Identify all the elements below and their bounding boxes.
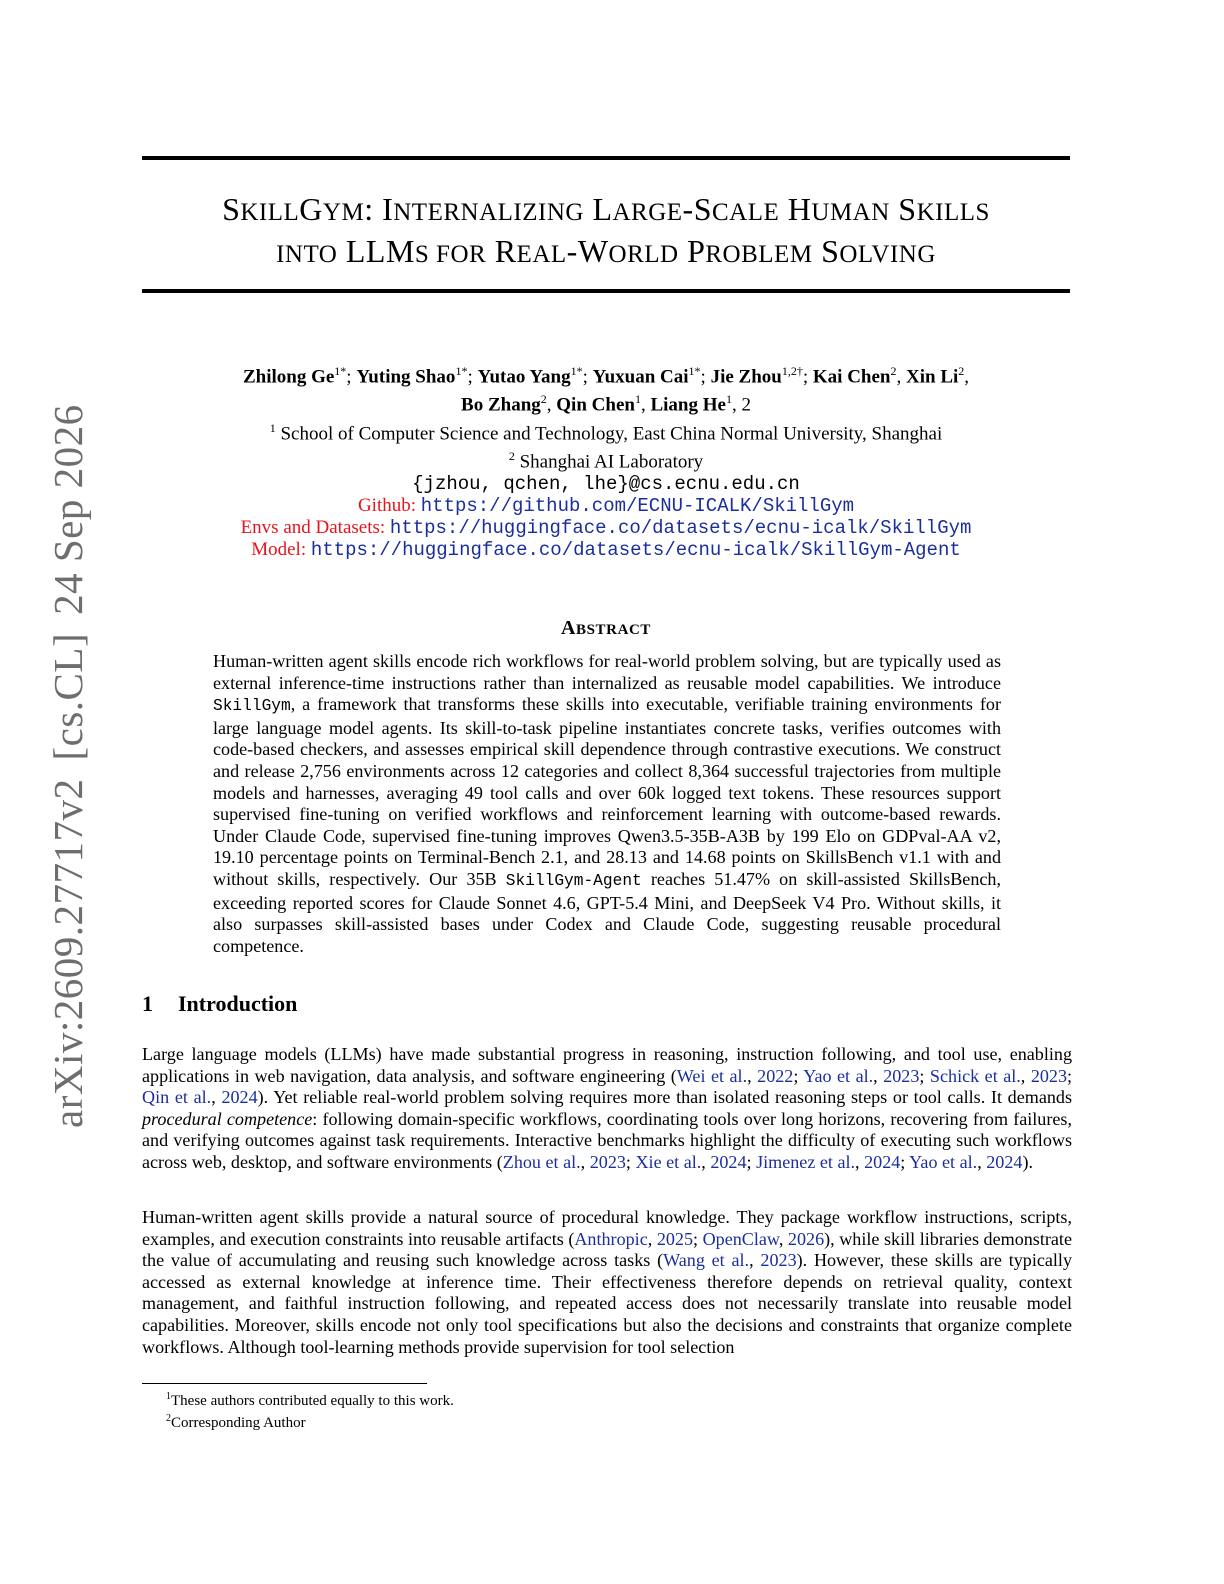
title-fragment: R (486, 233, 517, 269)
title-line-1 (142, 190, 1070, 232)
author-affiliation-mark: 1 (725, 392, 732, 407)
citation-link[interactable]: Qin et al. (142, 1087, 212, 1108)
author-affiliation-mark: 1* (688, 364, 701, 378)
text-run: ; (1067, 1065, 1073, 1086)
title-fragment: H (779, 191, 812, 227)
author-name: Zhilong Ge (242, 366, 335, 388)
text-run: , (747, 1065, 758, 1086)
title-fragment: OLVING (839, 241, 936, 268)
title-fragment: UMAN (811, 199, 890, 226)
citation-link[interactable]: 2024 (986, 1151, 1023, 1172)
title-fragment: ARGE (612, 199, 683, 226)
citation-link[interactable]: 2023 (589, 1151, 626, 1172)
abstract-text (213, 651, 1001, 957)
arxiv-identifier-stamp (38, 404, 98, 1128)
text-run: , (647, 1228, 657, 1249)
title-fragment: KILL (240, 199, 300, 226)
text-run: Large language models (LLMs) have made substantial progress in reasoning, instruction following, and tool use, enabling applications in web navigation, data analysis, and software engineering ( (142, 1044, 1072, 1086)
text-run: , (778, 1228, 788, 1249)
text-run: , (855, 1151, 865, 1172)
author-list-line-2 (142, 388, 1070, 416)
citation-link[interactable]: Xie et al. (635, 1151, 702, 1172)
email-address: {jzhou, qchen, lhe}@cs.ecnu.edu.cn (412, 473, 800, 496)
intro-paragraph-1 (142, 1044, 1072, 1174)
author-name: Kai Chen (812, 366, 891, 388)
abstract-heading: ABSTRACT (560, 617, 652, 639)
title-fragment: LLM (337, 233, 415, 269)
paper-title (142, 190, 1070, 274)
author-separator: , (964, 366, 970, 388)
title-fragment: S (889, 191, 917, 227)
text-run: ; (900, 1151, 910, 1172)
github-link-line (142, 495, 1070, 517)
citation-link[interactable]: 2023 (883, 1065, 920, 1086)
author-name: Jie Zhou (710, 366, 782, 388)
citation-link[interactable]: Yao et al. (909, 1151, 978, 1172)
text-run: : following domain-specific workflows, coordinating tools over long horizons, recovering from failures, and verifying outcomes against task requirements. Interactive benchmarks highlight the difficulty of executing such workflows across web, desktop, and software environments ( (142, 1108, 1072, 1172)
text-run: ). However, these skills are typically accessed as external knowledge at inference time. Their effectiveness therefore depends on retrieval quality, context management, and faithful instruction following, and repeated access does not necessarily translate into reusable model capabilities. Moreover, skills encode not only tool specifications but also the decisions and constraints that organize complete workflows. Although tool-learning methods provide supervision for tool selection (142, 1250, 1073, 1357)
title-fragment: KILLS (916, 199, 990, 226)
author-separator: ; (346, 366, 357, 388)
footnote-1: $^1$These authors contributed equally to this work. (166, 1391, 454, 1409)
citation-link[interactable]: Anthropic (574, 1228, 648, 1249)
text-run: ; (919, 1065, 930, 1086)
text-run: , a framework that transforms these skills into executable, verifiable training environments for large language model agents. Its skill-to-task pipeline instantiates concrete tasks, verifies outcomes with code-based checkers, and assesses empirical skill dependence through contrastive executions. We construct and release 2,756 environments across 12 categories and collect 8,364 successful trajectories from multiple models and harnesses, averaging 49 tool calls and over 60k logged text tokens. These resources support supervised fine-tuning on verified workflows and reinforcement learning with outcome-based rewards. Under Claude Code, supervised fine-tuning improves Qwen3.5-35B-A3B by 199 Elo on GDPval-AA v2, 19.10 percentage points on Terminal-Bench 2.1, and 28.13 and 14.68 points on SkillsBench v1.1 with and without skills, respectively. Our 35B (213, 694, 1001, 889)
section-number: 1 (142, 991, 153, 1016)
title-fragment: -W (566, 233, 609, 269)
section-title: Introduction (178, 991, 298, 1016)
author-affiliation-mark: 2 (890, 364, 897, 378)
author-separator: ; (700, 366, 711, 388)
citation-link[interactable]: Jimenez et al. (756, 1151, 856, 1172)
title-fragment: EAL (516, 241, 567, 268)
author-affiliation-mark: 1* (334, 364, 347, 378)
title-fragment: ORLD (608, 241, 679, 268)
citation-link[interactable]: 2023 (1030, 1065, 1068, 1086)
title-fragment: ROBLEM (705, 241, 813, 268)
title-fragment: L (583, 191, 613, 227)
author-affiliation-mark: 2 (958, 364, 965, 378)
model-label: Model: (251, 539, 307, 561)
title-fragment: S FOR (414, 241, 487, 268)
citation-link[interactable]: Zhou et al. (502, 1151, 581, 1172)
author-separator: , (896, 366, 906, 388)
author-separator: ; (582, 366, 593, 388)
emphasis: procedural competence (142, 1108, 313, 1129)
footnote-2: $^2$Corresponding Author (166, 1413, 306, 1431)
title-line-2 (142, 232, 1070, 274)
author-name: Bo Zhang (461, 394, 541, 416)
text-run: ). Yet reliable real-world problem solving requires more than isolated reasoning steps or tool calls. It demands (257, 1087, 1072, 1108)
author-affiliation-mark: 1* (455, 364, 468, 378)
affiliation-1: $^1$ School of Computer Science and Technology, East China Normal University, Shanghai (269, 420, 943, 444)
title-fragment: -S (682, 191, 712, 227)
title-fragment: S (812, 233, 840, 269)
title-fragment: YM (322, 199, 365, 226)
github-label: Github: (357, 495, 417, 517)
code-name: SkillGym (213, 697, 291, 716)
author-separator: ; (802, 366, 813, 388)
citation-link[interactable]: OpenClaw (702, 1228, 779, 1249)
title-fragment: CALE (712, 199, 780, 226)
arxiv-category: [cs.CL] (45, 632, 91, 761)
author-block (142, 360, 1070, 561)
author-separator: , 2 (731, 394, 751, 416)
citation-link[interactable]: 2024 (221, 1087, 258, 1108)
author-name: Qin Chen (556, 394, 635, 416)
author-name: Yutao Yang (477, 366, 571, 388)
title-fragment: P (678, 233, 706, 269)
citation-link[interactable]: 2024 (710, 1151, 747, 1172)
author-affiliation-mark: 2 (540, 392, 547, 407)
code-name: SkillGym-Agent (505, 871, 642, 890)
envs-link-line (142, 517, 1070, 539)
text-run: ; (746, 1151, 757, 1172)
author-list-line-1 (142, 360, 1070, 388)
text-run: , (873, 1065, 884, 1086)
github-url-link[interactable]: https://github.com/ECNU-ICALK/SkillGym (420, 495, 855, 518)
title-rule-bottom (142, 289, 1070, 293)
text-run: , (977, 1151, 987, 1172)
author-separator: , (640, 394, 651, 416)
text-run: ; (625, 1151, 636, 1172)
author-separator: , (546, 394, 557, 416)
text-run: Human-written agent skills encode rich workflows for real-world problem solving, but are typically used as external inference-time instructions rather than internalized as reusable model capabilities. We introduce (213, 651, 1001, 693)
citation-link[interactable]: Wang et al. (663, 1250, 750, 1271)
author-name: Yuting Shao (356, 366, 456, 388)
text-run: , (211, 1087, 222, 1108)
text-run: , (1020, 1065, 1031, 1086)
title-rule-top (142, 156, 1070, 160)
title-fragment: G (299, 191, 323, 227)
text-run: Human-written agent skills provide a natural source of procedural knowledge. They package workflow instructions, scripts, examples, and execution constraints into reusable artifacts ( (142, 1207, 1072, 1249)
envs-label: Envs and Datasets: (240, 517, 386, 539)
footnote-divider (142, 1383, 427, 1384)
citation-link[interactable]: Schick et al. (929, 1065, 1021, 1086)
author-affiliation-mark: 1* (570, 364, 583, 378)
author-affiliation-mark: 1,2† (781, 364, 803, 378)
author-name: Liang He (650, 394, 726, 416)
citation-link[interactable]: 2024 (864, 1151, 901, 1172)
arxiv-id: arXiv:2609.27717v2 (45, 778, 91, 1128)
title-fragment: NTERNALIZING (393, 199, 584, 226)
citation-link[interactable]: 2022 (757, 1065, 794, 1086)
affiliation-2: $^2$ Shanghai AI Laboratory (508, 448, 704, 473)
citation-link[interactable]: 2026 (787, 1228, 825, 1249)
model-link-line (142, 539, 1070, 561)
text-run: ), while skill libraries demonstrate the value of accumulating and reusing such knowledge across tasks ( (142, 1228, 1072, 1271)
arxiv-date: 24 Sep 2026 (45, 404, 91, 615)
text-run: , (701, 1151, 711, 1172)
title-fragment: : I (364, 191, 394, 227)
model-url-link[interactable]: https://huggingface.co/datasets/ecnu-icalk/SkillGym-Agent (310, 539, 961, 562)
citation-link[interactable]: 2023 (760, 1250, 797, 1271)
text-run: , (580, 1151, 590, 1172)
envs-url-link[interactable]: https://huggingface.co/datasets/ecnu-icalk/SkillGym (389, 517, 972, 540)
author-name: Xin Li (906, 366, 959, 388)
title-fragment: S (222, 191, 241, 227)
author-name: Yuxuan Cai (592, 366, 689, 388)
text-run: ). (1022, 1151, 1033, 1172)
text-run: ; (693, 1228, 703, 1249)
citation-link[interactable]: Yao et al. (803, 1065, 874, 1086)
intro-paragraph-2 (142, 1207, 1072, 1358)
text-run: reaches 51.47% on skill-assisted SkillsBench, exceeding reported scores for Claude Sonnet 4.6, GPT-5.4 Mini, and DeepSeek V4 Pro. Without skills, it also surpasses skill-assisted bases under Codex and Claude Code, suggesting reusable procedural competence. (213, 868, 1001, 956)
author-separator: ; (467, 366, 478, 388)
citation-link[interactable]: 2025 (656, 1228, 694, 1249)
author-affiliation-mark: 1 (634, 392, 641, 407)
section-heading (142, 991, 297, 1017)
title-fragment: INTO (276, 241, 338, 268)
citation-link[interactable]: Wei et al. (676, 1065, 748, 1086)
text-run: ; (793, 1065, 804, 1086)
text-run: , (749, 1250, 761, 1271)
